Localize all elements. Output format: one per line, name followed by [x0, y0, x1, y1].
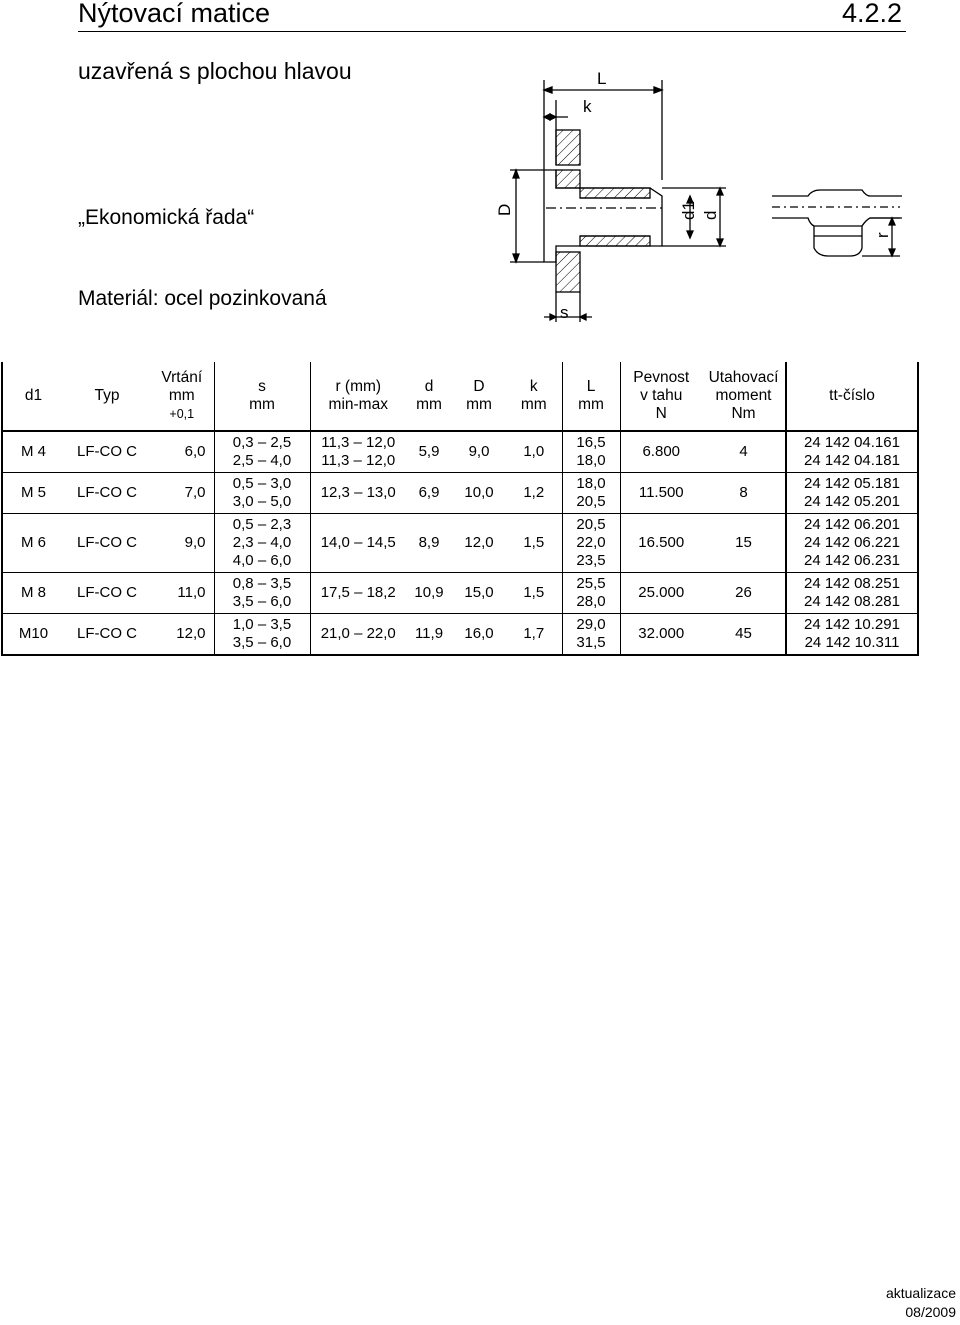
cell-moment: 8 [702, 473, 786, 514]
cell-pevnost: 16.500 [620, 514, 702, 573]
col-d: d mm [406, 362, 452, 431]
technical-drawing [0, 0, 960, 340]
cell-s: 0,3 – 2,5 2,5 – 4,0 [214, 431, 310, 473]
cell-D: 16,0 [452, 614, 506, 656]
cell-tt: 24 142 04.161 24 142 04.181 [786, 431, 918, 473]
cell-typ: LF-CO C [64, 514, 150, 573]
cell-d: 11,9 [406, 614, 452, 656]
cell-vrtani: 9,0 [150, 514, 214, 573]
cell-tt: 24 142 05.181 24 142 05.201 [786, 473, 918, 514]
cell-moment: 45 [702, 614, 786, 656]
label-L: L [597, 69, 607, 88]
cell-D: 12,0 [452, 514, 506, 573]
cell-vrtani: 6,0 [150, 431, 214, 473]
material-line: Materiál: ocel pozinkovaná [78, 287, 327, 310]
cell-r: 17,5 – 18,2 [310, 573, 406, 614]
cell-k: 1,5 [506, 573, 562, 614]
update-note [886, 1284, 956, 1322]
cell-vrtani: 11,0 [150, 573, 214, 614]
col-r: r (mm) min-max [310, 362, 406, 431]
table-header [2, 362, 918, 431]
cell-k: 1,2 [506, 473, 562, 514]
col-tt: tt-číslo [786, 362, 918, 431]
table-row [2, 473, 918, 514]
cell-pevnost: 6.800 [620, 431, 702, 473]
section-number: 4.2.2 [841, 0, 902, 28]
table-row [2, 431, 918, 473]
cell-typ: LF-CO C [64, 431, 150, 473]
product-subtitle: uzavřená s plochou hlavou [78, 58, 352, 84]
cell-L: 29,0 31,5 [562, 614, 620, 656]
cell-k: 1,0 [506, 431, 562, 473]
label-s: s [560, 303, 569, 322]
table-row [2, 614, 918, 656]
cell-L: 16,5 18,0 [562, 431, 620, 473]
cell-typ: LF-CO C [64, 614, 150, 656]
cell-L: 20,5 22,0 23,5 [562, 514, 620, 573]
label-r: r [873, 232, 892, 238]
label-D: D [495, 203, 514, 216]
update-label: aktualizace [885, 1285, 956, 1301]
cell-d: 5,9 [406, 431, 452, 473]
label-k: k [583, 97, 592, 116]
col-D: D mm [452, 362, 506, 431]
cell-s: 0,5 – 2,3 2,3 – 4,0 4,0 – 6,0 [214, 514, 310, 573]
cell-d: 6,9 [406, 473, 452, 514]
cell-r: 14,0 – 14,5 [310, 514, 406, 573]
col-vrtani: Vrtání mm +0,1 [150, 362, 214, 431]
cell-pevnost: 11.500 [620, 473, 702, 514]
cell-L: 18,0 20,5 [562, 473, 620, 514]
col-s: s mm [214, 362, 310, 431]
cell-moment: 4 [702, 431, 786, 473]
cell-typ: LF-CO C [64, 573, 150, 614]
cell-pevnost: 32.000 [620, 614, 702, 656]
cell-D: 15,0 [452, 573, 506, 614]
cell-moment: 26 [702, 573, 786, 614]
cell-L: 25,5 28,0 [562, 573, 620, 614]
col-d1: d1 [2, 362, 64, 431]
series-name: „Ekonomická řada“ [78, 206, 255, 229]
cell-typ: LF-CO C [64, 473, 150, 514]
page-title: Nýtovací matice [78, 0, 271, 28]
cell-k: 1,7 [506, 614, 562, 656]
cell-d: 10,9 [406, 573, 452, 614]
cell-vrtani: 7,0 [150, 473, 214, 514]
cell-r: 11,3 – 12,0 11,3 – 12,0 [310, 431, 406, 473]
label-d1: d1 [679, 201, 698, 220]
cell-d1: M 5 [2, 473, 64, 514]
cell-d1: M 8 [2, 573, 64, 614]
cell-r: 12,3 – 13,0 [310, 473, 406, 514]
cell-tt: 24 142 06.201 24 142 06.221 24 142 06.231 [786, 514, 918, 573]
spec-table [1, 362, 919, 656]
cell-vrtani: 12,0 [150, 614, 214, 656]
cell-tt: 24 142 10.291 24 142 10.311 [786, 614, 918, 656]
col-L: L mm [562, 362, 620, 431]
col-typ: Typ [64, 362, 150, 431]
cell-D: 10,0 [452, 473, 506, 514]
cell-s: 0,8 – 3,5 3,5 – 6,0 [214, 573, 310, 614]
cell-s: 1,0 – 3,5 3,5 – 6,0 [214, 614, 310, 656]
cell-d1: M 4 [2, 431, 64, 473]
table-row [2, 514, 918, 573]
col-moment: Utahovací moment Nm [702, 362, 786, 431]
label-d: d [701, 210, 720, 220]
update-date: 08/2009 [905, 1304, 956, 1320]
cell-pevnost: 25.000 [620, 573, 702, 614]
cell-k: 1,5 [506, 514, 562, 573]
cell-D: 9,0 [452, 431, 506, 473]
cell-d1: M 6 [2, 514, 64, 573]
cell-d: 8,9 [406, 514, 452, 573]
table-row [2, 573, 918, 614]
cell-moment: 15 [702, 514, 786, 573]
cell-d1: M10 [2, 614, 64, 656]
cell-r: 21,0 – 22,0 [310, 614, 406, 656]
cell-s: 0,5 – 3,0 3,0 – 5,0 [214, 473, 310, 514]
col-k: k mm [506, 362, 562, 431]
col-pevnost: Pevnost v tahu N [620, 362, 702, 431]
cell-tt: 24 142 08.251 24 142 08.281 [786, 573, 918, 614]
